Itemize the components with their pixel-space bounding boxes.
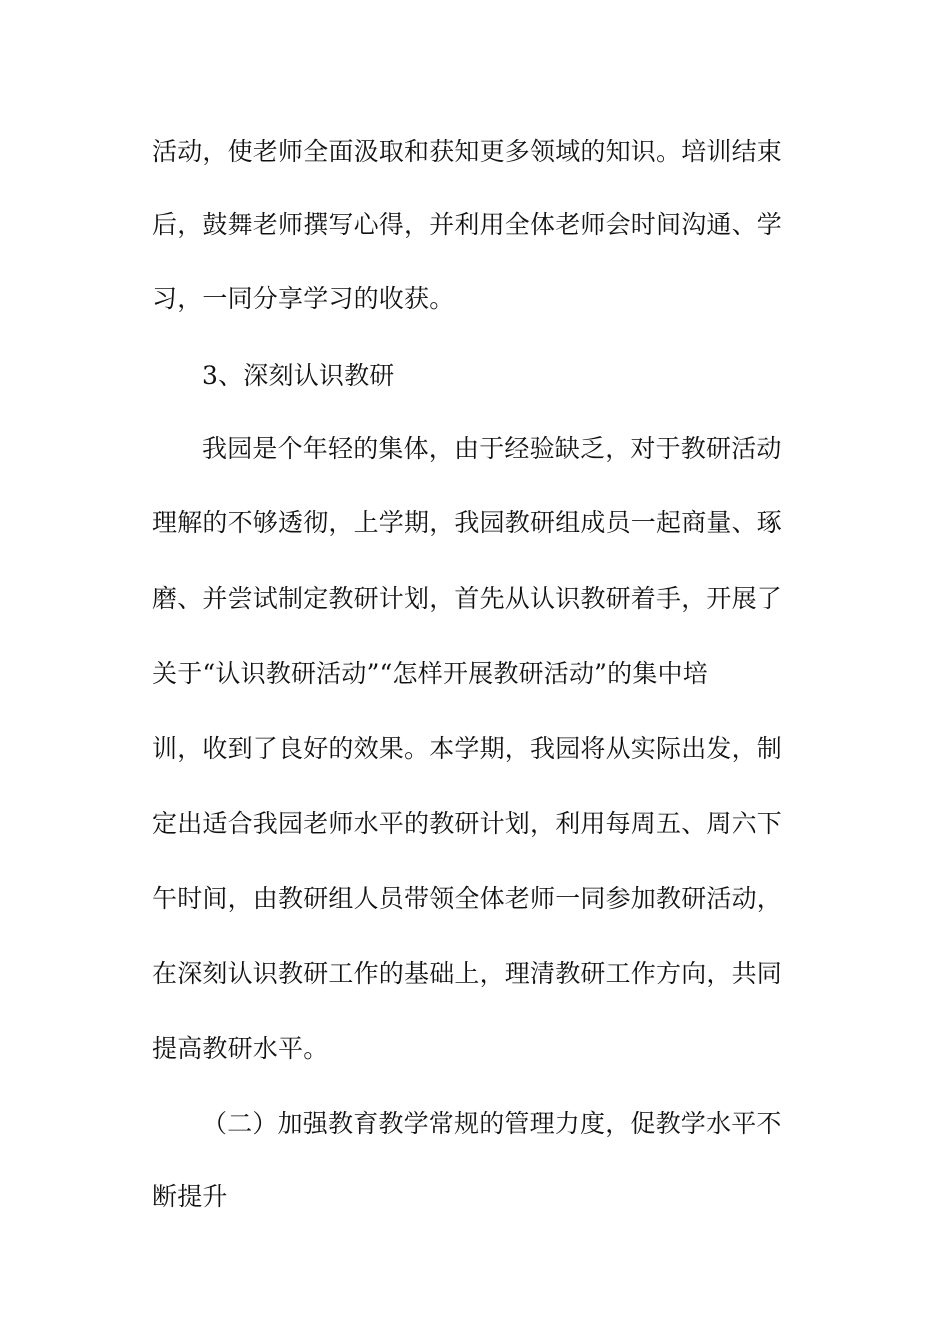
section-heading-continued: 断提升 (152, 1182, 228, 1211)
paragraph-line: 我园是个年轻的集体，由于经验缺乏，对于教研活动 (202, 434, 782, 463)
section-heading: （二）加强教育教学常规的管理力度，促教学水平不 (202, 1109, 782, 1138)
paragraph-line: 午时间，由教研组人员带领全体老师一同参加教研活动， (152, 884, 783, 913)
paragraph-line: 训，收到了良好的效果。本学期，我园将从实际出发，制 (152, 734, 783, 763)
paragraph-line: 习，一同分享学习的收获。 (152, 284, 455, 313)
paragraph-line: 理解的不够透彻，上学期，我园教研组成员一起商量、琢 (152, 508, 783, 537)
paragraph-line: 定出适合我园老师水平的教研计划，利用每周五、周六下 (152, 809, 783, 838)
paragraph-line: 磨、并尝试制定教研计划，首先从认识教研着手，开展了 (152, 584, 783, 613)
paragraph-line: 后，鼓舞老师撰写心得，并利用全体老师会时间沟通、学 (152, 210, 783, 239)
paragraph-line: 活动，使老师全面汲取和获知更多领域的知识。培训结束 (152, 137, 783, 166)
paragraph-line: 在深刻认识教研工作的基础上，理清教研工作方向，共同 (152, 959, 783, 988)
paragraph-line: 关于“认识教研活动”“怎样开展教研活动”的集中培 (152, 659, 708, 688)
paragraph-line: 提高教研水平。 (152, 1034, 329, 1063)
section-heading: 3、深刻认识教研 (202, 361, 395, 390)
